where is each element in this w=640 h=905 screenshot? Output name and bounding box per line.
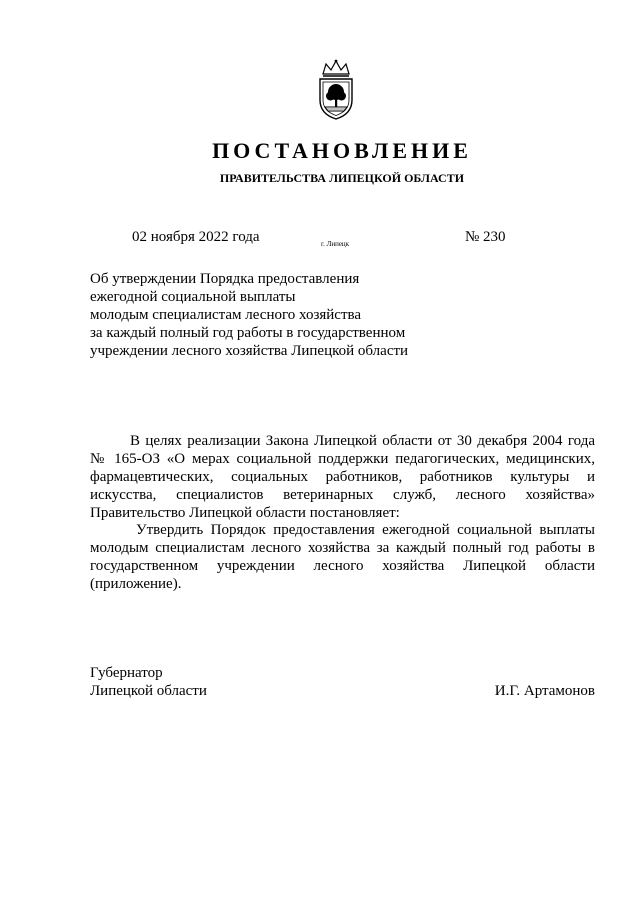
- document-number: № 230: [465, 229, 506, 245]
- subject-line: учреждении лесного хозяйства Липецкой области: [90, 343, 409, 359]
- subject-line: Об утверждении Порядка предоставления: [90, 271, 360, 287]
- document-subject: [90, 270, 450, 360]
- coat-of-arms-icon: [314, 58, 358, 122]
- signatory-title: [90, 664, 207, 700]
- signatory-title-line: Липецкой области: [90, 683, 207, 699]
- body-paragraph-preamble: В целях реализации Закона Липецкой области от 30 декабря 2004 года № 165-ОЗ «О мерах социальной поддержки педагогических, медицинских, фармацевтических, социальных работников, работников культуры и искусства, специалистов ветеринарных служб, лесного хозяйства» Правительство Липецкой области постановляет:: [90, 433, 595, 521]
- document-date: 02 ноября 2022 года: [132, 229, 260, 245]
- document-subtitle: ПРАВИТЕЛЬСТВА ЛИПЕЦКОЙ ОБЛАСТИ: [219, 171, 465, 185]
- subject-line: за каждый полный год работы в государственном: [90, 325, 406, 341]
- document-city: г. Липецк: [321, 240, 350, 248]
- subject-line: молодым специалистам лесного хозяйства: [90, 307, 362, 323]
- signatory-title-line: Губернатор: [90, 665, 163, 681]
- body-paragraph-resolution: Утвердить Порядок предоставления ежегодной социальной выплаты молодым специалистам лесного хозяйства за каждый полный год работы в государственном учреждении лесного хозяйства Липецкой области (приложение).: [90, 522, 595, 592]
- subject-line: ежегодной социальной выплаты: [90, 289, 296, 305]
- signatory-name: И.Г. Артамонов: [494, 683, 595, 699]
- document-title: ПОСТАНОВЛЕНИЕ: [212, 138, 472, 163]
